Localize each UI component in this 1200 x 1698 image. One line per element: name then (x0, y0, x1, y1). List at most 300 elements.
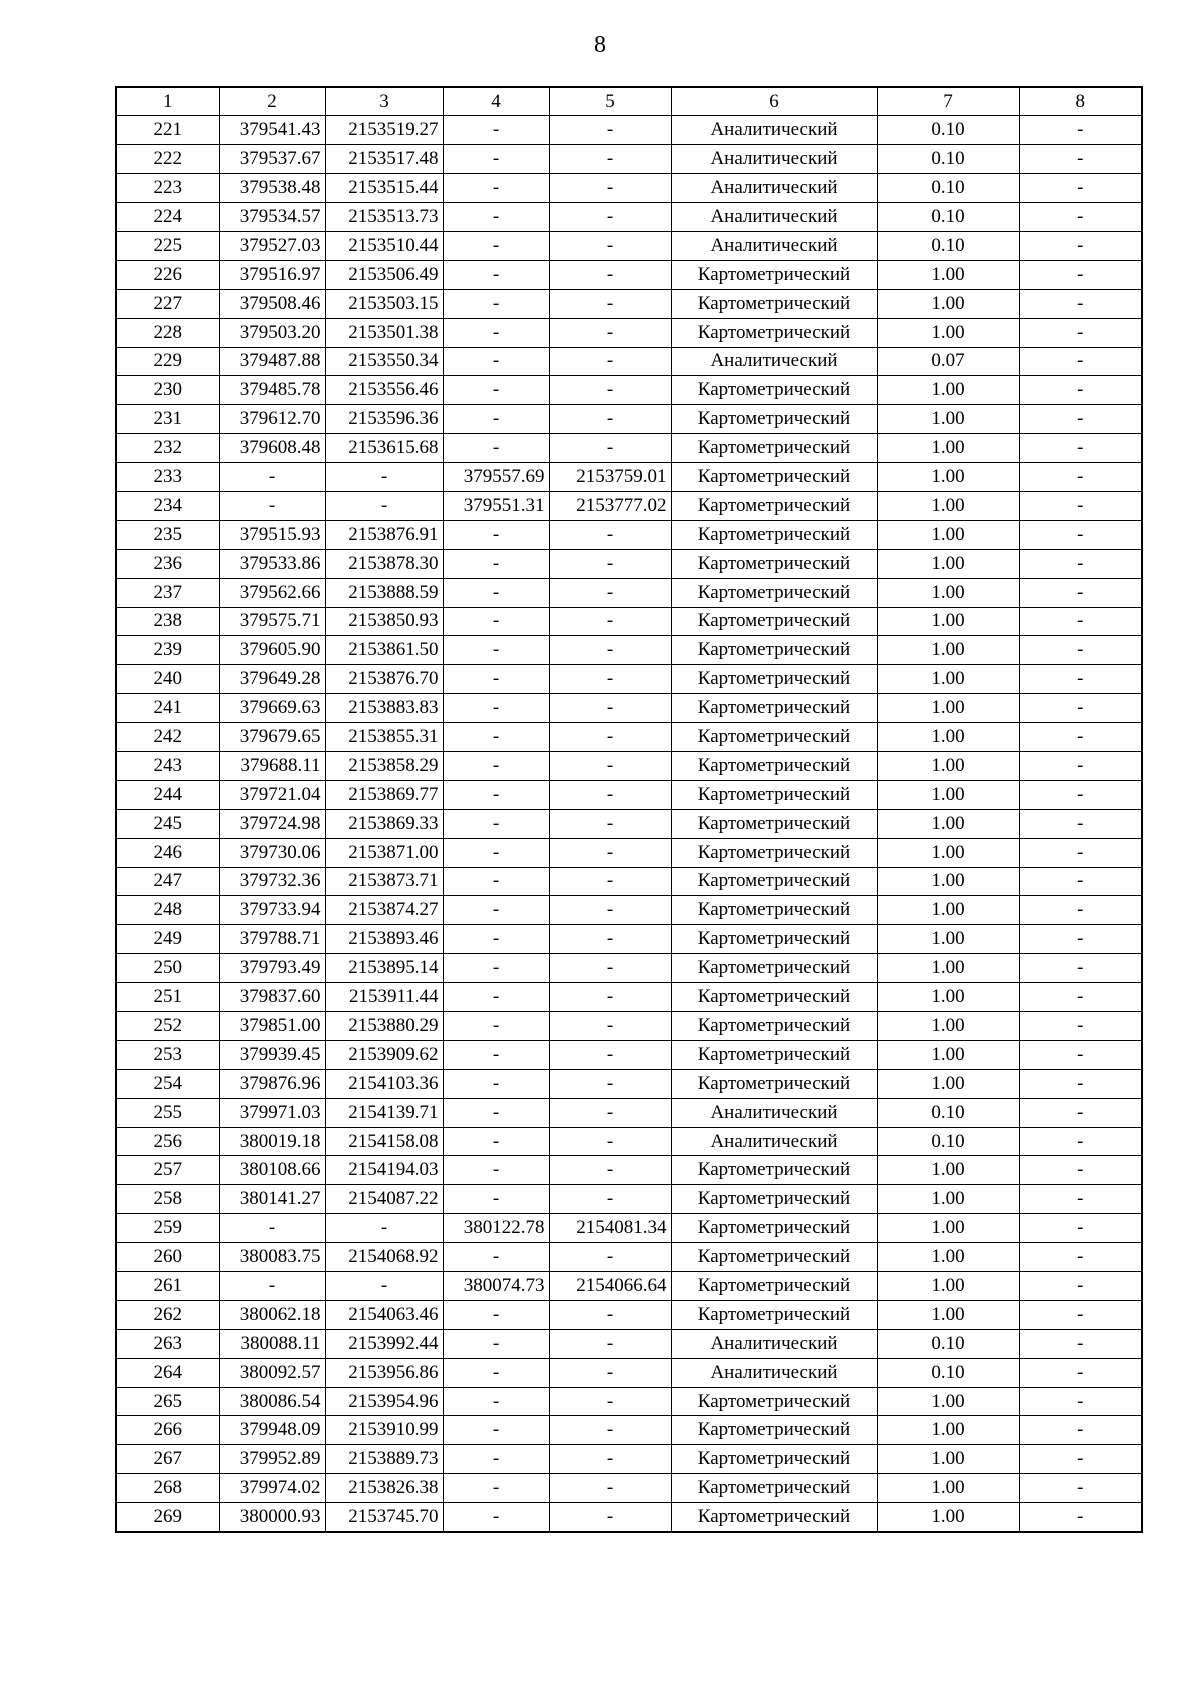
table-row (116, 1272, 1142, 1301)
cell-x-new: - (443, 1243, 549, 1272)
cell-x-new: - (443, 520, 549, 549)
cell-y-new: - (549, 838, 671, 867)
cell-point-number: 248 (116, 896, 219, 925)
cell-y-new: - (549, 1185, 671, 1214)
cell-point-number: 239 (116, 636, 219, 665)
cell-x-coordinate: 379527.03 (219, 231, 325, 260)
cell-y-coordinate: - (325, 491, 443, 520)
cell-x-new: - (443, 1329, 549, 1358)
table-row (116, 520, 1142, 549)
cell-point-number: 263 (116, 1329, 219, 1358)
cell-method: Картометрический (671, 405, 877, 434)
cell-method: Картометрический (671, 289, 877, 318)
cell-note: - (1019, 347, 1142, 376)
cell-method: Картометрический (671, 376, 877, 405)
cell-accuracy: 1.00 (877, 549, 1019, 578)
cell-x-new: - (443, 1012, 549, 1041)
cell-x-coordinate: 379541.43 (219, 116, 325, 145)
page-number: 8 (594, 32, 606, 58)
cell-note: - (1019, 809, 1142, 838)
cell-x-new: - (443, 665, 549, 694)
cell-point-number: 269 (116, 1503, 219, 1532)
table-row (116, 954, 1142, 983)
cell-accuracy: 1.00 (877, 780, 1019, 809)
cell-y-new: - (549, 376, 671, 405)
cell-point-number: 222 (116, 145, 219, 174)
cell-accuracy: 1.00 (877, 809, 1019, 838)
table-row (116, 665, 1142, 694)
cell-y-coordinate: 2153889.73 (325, 1445, 443, 1474)
cell-accuracy: 1.00 (877, 925, 1019, 954)
table-row (116, 1069, 1142, 1098)
cell-y-new: - (549, 954, 671, 983)
cell-note: - (1019, 260, 1142, 289)
table-row (116, 1416, 1142, 1445)
cell-note: - (1019, 491, 1142, 520)
cell-accuracy: 1.00 (877, 1069, 1019, 1098)
cell-x-coordinate: - (219, 463, 325, 492)
cell-accuracy: 1.00 (877, 954, 1019, 983)
cell-x-new: - (443, 1156, 549, 1185)
cell-note: - (1019, 434, 1142, 463)
cell-x-coordinate: 379688.11 (219, 751, 325, 780)
cell-x-coordinate: 379876.96 (219, 1069, 325, 1098)
cell-method: Аналитический (671, 231, 877, 260)
cell-x-new: - (443, 174, 549, 203)
table-row (116, 607, 1142, 636)
cell-y-coordinate: 2153873.71 (325, 867, 443, 896)
cell-note: - (1019, 1012, 1142, 1041)
cell-x-coordinate: 379974.02 (219, 1474, 325, 1503)
cell-x-new: - (443, 983, 549, 1012)
cell-x-new: - (443, 1127, 549, 1156)
cell-x-coordinate: 379503.20 (219, 318, 325, 347)
cell-accuracy: 0.10 (877, 203, 1019, 232)
cell-y-coordinate: 2153956.86 (325, 1358, 443, 1387)
cell-x-new: - (443, 925, 549, 954)
cell-note: - (1019, 578, 1142, 607)
cell-point-number: 221 (116, 116, 219, 145)
cell-y-new: - (549, 231, 671, 260)
table-row (116, 1445, 1142, 1474)
cell-x-coordinate: 380083.75 (219, 1243, 325, 1272)
cell-method: Картометрический (671, 1156, 877, 1185)
cell-x-new: - (443, 1445, 549, 1474)
cell-y-coordinate: 2153909.62 (325, 1040, 443, 1069)
cell-note: - (1019, 838, 1142, 867)
table-row (116, 347, 1142, 376)
cell-accuracy: 1.00 (877, 607, 1019, 636)
cell-y-new: 2153759.01 (549, 463, 671, 492)
cell-accuracy: 1.00 (877, 1156, 1019, 1185)
cell-y-new: - (549, 636, 671, 665)
table-header-row (116, 87, 1142, 116)
cell-x-coordinate: 379516.97 (219, 260, 325, 289)
cell-y-new: - (549, 607, 671, 636)
table-row (116, 405, 1142, 434)
column-header-8: 8 (1019, 87, 1142, 116)
cell-accuracy: 0.10 (877, 145, 1019, 174)
cell-x-coordinate: 380092.57 (219, 1358, 325, 1387)
table-row (116, 376, 1142, 405)
cell-note: - (1019, 1387, 1142, 1416)
cell-y-coordinate: 2153893.46 (325, 925, 443, 954)
cell-x-new: - (443, 1387, 549, 1416)
cell-method: Картометрический (671, 723, 877, 752)
cell-accuracy: 1.00 (877, 405, 1019, 434)
cell-x-new: - (443, 434, 549, 463)
cell-method: Картометрический (671, 1503, 877, 1532)
cell-y-new: - (549, 983, 671, 1012)
cell-x-new: 379557.69 (443, 463, 549, 492)
cell-point-number: 232 (116, 434, 219, 463)
cell-method: Картометрический (671, 1012, 877, 1041)
table-row (116, 1474, 1142, 1503)
cell-y-new: - (549, 347, 671, 376)
cell-point-number: 257 (116, 1156, 219, 1185)
cell-x-new: - (443, 1300, 549, 1329)
cell-note: - (1019, 723, 1142, 752)
cell-method: Аналитический (671, 116, 877, 145)
cell-x-coordinate: 380062.18 (219, 1300, 325, 1329)
table-row (116, 174, 1142, 203)
coordinates-table (115, 86, 1143, 1533)
cell-accuracy: 1.00 (877, 636, 1019, 665)
cell-x-new: - (443, 838, 549, 867)
cell-point-number: 262 (116, 1300, 219, 1329)
table-row (116, 578, 1142, 607)
cell-x-coordinate: 379612.70 (219, 405, 325, 434)
cell-point-number: 252 (116, 1012, 219, 1041)
cell-method: Аналитический (671, 1098, 877, 1127)
table-row (116, 463, 1142, 492)
cell-y-coordinate: 2153878.30 (325, 549, 443, 578)
column-header-5: 5 (549, 87, 671, 116)
cell-method: Картометрический (671, 1416, 877, 1445)
cell-y-new: - (549, 723, 671, 752)
table-row (116, 1358, 1142, 1387)
cell-x-coordinate: 379508.46 (219, 289, 325, 318)
cell-point-number: 233 (116, 463, 219, 492)
cell-y-coordinate: - (325, 1214, 443, 1243)
cell-y-new: - (549, 809, 671, 838)
cell-method: Картометрический (671, 1272, 877, 1301)
cell-note: - (1019, 780, 1142, 809)
cell-method: Картометрический (671, 896, 877, 925)
cell-y-coordinate: 2153501.38 (325, 318, 443, 347)
cell-point-number: 230 (116, 376, 219, 405)
cell-accuracy: 1.00 (877, 491, 1019, 520)
cell-y-coordinate: - (325, 1272, 443, 1301)
cell-method: Картометрический (671, 983, 877, 1012)
cell-point-number: 223 (116, 174, 219, 203)
cell-x-coordinate: 380086.54 (219, 1387, 325, 1416)
table-row (116, 838, 1142, 867)
table-body (116, 116, 1142, 1532)
cell-note: - (1019, 145, 1142, 174)
cell-point-number: 229 (116, 347, 219, 376)
column-header-3: 3 (325, 87, 443, 116)
cell-point-number: 245 (116, 809, 219, 838)
cell-accuracy: 1.00 (877, 1300, 1019, 1329)
cell-y-new: - (549, 1156, 671, 1185)
cell-x-coordinate: 379608.48 (219, 434, 325, 463)
table-row (116, 1185, 1142, 1214)
cell-method: Аналитический (671, 174, 877, 203)
cell-x-coordinate: 379534.57 (219, 203, 325, 232)
cell-method: Картометрический (671, 636, 877, 665)
cell-x-coordinate: 379851.00 (219, 1012, 325, 1041)
cell-method: Картометрический (671, 1474, 877, 1503)
cell-note: - (1019, 1156, 1142, 1185)
table-row (116, 145, 1142, 174)
cell-note: - (1019, 203, 1142, 232)
column-header-4: 4 (443, 87, 549, 116)
cell-x-coordinate: 379537.67 (219, 145, 325, 174)
cell-x-new: - (443, 318, 549, 347)
cell-y-coordinate: 2153556.46 (325, 376, 443, 405)
cell-y-coordinate: 2153954.96 (325, 1387, 443, 1416)
cell-method: Аналитический (671, 145, 877, 174)
cell-y-new: - (549, 549, 671, 578)
cell-x-new: - (443, 231, 549, 260)
cell-accuracy: 1.00 (877, 1445, 1019, 1474)
cell-method: Картометрический (671, 751, 877, 780)
cell-y-coordinate: 2153513.73 (325, 203, 443, 232)
cell-method: Картометрический (671, 1040, 877, 1069)
table-row (116, 1329, 1142, 1358)
cell-y-coordinate: 2154103.36 (325, 1069, 443, 1098)
cell-method: Картометрический (671, 867, 877, 896)
cell-y-coordinate: 2153861.50 (325, 636, 443, 665)
cell-y-new: - (549, 434, 671, 463)
cell-y-coordinate: 2153911.44 (325, 983, 443, 1012)
cell-x-new: - (443, 1474, 549, 1503)
cell-y-new: - (549, 1503, 671, 1532)
cell-accuracy: 1.00 (877, 723, 1019, 752)
cell-method: Картометрический (671, 780, 877, 809)
table-row (116, 1503, 1142, 1532)
cell-accuracy: 1.00 (877, 1474, 1019, 1503)
table-row (116, 260, 1142, 289)
cell-y-coordinate: 2153858.29 (325, 751, 443, 780)
cell-accuracy: 1.00 (877, 1416, 1019, 1445)
cell-x-new: - (443, 954, 549, 983)
cell-accuracy: 1.00 (877, 1214, 1019, 1243)
cell-x-new: - (443, 549, 549, 578)
cell-method: Картометрический (671, 954, 877, 983)
cell-accuracy: 1.00 (877, 434, 1019, 463)
cell-note: - (1019, 954, 1142, 983)
cell-point-number: 258 (116, 1185, 219, 1214)
cell-method: Картометрический (671, 809, 877, 838)
cell-y-new: - (549, 578, 671, 607)
cell-y-coordinate: 2154063.46 (325, 1300, 443, 1329)
table-row (116, 1387, 1142, 1416)
cell-x-coordinate: 379733.94 (219, 896, 325, 925)
cell-method: Аналитический (671, 1127, 877, 1156)
cell-y-coordinate: 2153888.59 (325, 578, 443, 607)
cell-accuracy: 1.00 (877, 1243, 1019, 1272)
table-row (116, 549, 1142, 578)
cell-x-coordinate: 379732.36 (219, 867, 325, 896)
cell-note: - (1019, 1098, 1142, 1127)
cell-y-new: - (549, 1358, 671, 1387)
cell-x-new: - (443, 260, 549, 289)
column-header-7: 7 (877, 87, 1019, 116)
cell-x-coordinate: 379952.89 (219, 1445, 325, 1474)
cell-note: - (1019, 405, 1142, 434)
cell-method: Картометрический (671, 694, 877, 723)
cell-note: - (1019, 1069, 1142, 1098)
cell-x-new: - (443, 1358, 549, 1387)
cell-note: - (1019, 1358, 1142, 1387)
cell-y-coordinate: - (325, 463, 443, 492)
cell-y-new: - (549, 116, 671, 145)
cell-x-new: 380074.73 (443, 1272, 549, 1301)
cell-point-number: 249 (116, 925, 219, 954)
cell-y-coordinate: 2153519.27 (325, 116, 443, 145)
cell-y-coordinate: 2153826.38 (325, 1474, 443, 1503)
cell-method: Картометрический (671, 520, 877, 549)
cell-x-coordinate: 379939.45 (219, 1040, 325, 1069)
cell-method: Аналитический (671, 1329, 877, 1358)
cell-y-coordinate: 2154158.08 (325, 1127, 443, 1156)
cell-accuracy: 1.00 (877, 896, 1019, 925)
cell-y-new: - (549, 405, 671, 434)
cell-x-coordinate: 379605.90 (219, 636, 325, 665)
cell-y-new: - (549, 260, 671, 289)
cell-y-coordinate: 2153615.68 (325, 434, 443, 463)
cell-point-number: 268 (116, 1474, 219, 1503)
cell-x-coordinate: 379837.60 (219, 983, 325, 1012)
cell-note: - (1019, 116, 1142, 145)
cell-accuracy: 1.00 (877, 376, 1019, 405)
cell-x-new: - (443, 289, 549, 318)
cell-y-coordinate: 2153503.15 (325, 289, 443, 318)
cell-x-coordinate: 379485.78 (219, 376, 325, 405)
cell-method: Аналитический (671, 1358, 877, 1387)
table-row (116, 1300, 1142, 1329)
cell-y-coordinate: 2154087.22 (325, 1185, 443, 1214)
cell-y-new: 2154081.34 (549, 1214, 671, 1243)
cell-y-new: - (549, 145, 671, 174)
cell-point-number: 251 (116, 983, 219, 1012)
cell-x-new: - (443, 867, 549, 896)
cell-y-new: - (549, 665, 671, 694)
cell-accuracy: 1.00 (877, 867, 1019, 896)
cell-y-new: - (549, 925, 671, 954)
table-row (116, 723, 1142, 752)
cell-method: Картометрический (671, 1243, 877, 1272)
cell-point-number: 264 (116, 1358, 219, 1387)
cell-x-coordinate: 379538.48 (219, 174, 325, 203)
cell-note: - (1019, 983, 1142, 1012)
cell-point-number: 243 (116, 751, 219, 780)
cell-accuracy: 1.00 (877, 289, 1019, 318)
cell-x-new: - (443, 1069, 549, 1098)
table-row (116, 318, 1142, 347)
cell-accuracy: 0.10 (877, 116, 1019, 145)
cell-y-coordinate: 2153880.29 (325, 1012, 443, 1041)
cell-accuracy: 0.10 (877, 1127, 1019, 1156)
table-row (116, 809, 1142, 838)
cell-point-number: 228 (116, 318, 219, 347)
cell-accuracy: 0.10 (877, 1358, 1019, 1387)
cell-x-coordinate: 379575.71 (219, 607, 325, 636)
cell-note: - (1019, 665, 1142, 694)
cell-method: Картометрический (671, 318, 877, 347)
cell-y-coordinate: 2153596.36 (325, 405, 443, 434)
cell-y-coordinate: 2153992.44 (325, 1329, 443, 1358)
cell-accuracy: 1.00 (877, 520, 1019, 549)
cell-x-new: - (443, 1185, 549, 1214)
cell-x-coordinate: - (219, 491, 325, 520)
cell-note: - (1019, 520, 1142, 549)
cell-y-coordinate: 2154068.92 (325, 1243, 443, 1272)
cell-point-number: 246 (116, 838, 219, 867)
cell-point-number: 227 (116, 289, 219, 318)
table-row (116, 116, 1142, 145)
cell-x-coordinate: 379679.65 (219, 723, 325, 752)
cell-point-number: 255 (116, 1098, 219, 1127)
cell-y-coordinate: 2153876.70 (325, 665, 443, 694)
cell-method: Картометрический (671, 491, 877, 520)
cell-point-number: 241 (116, 694, 219, 723)
cell-note: - (1019, 1040, 1142, 1069)
cell-y-new: - (549, 1069, 671, 1098)
cell-method: Картометрический (671, 1069, 877, 1098)
cell-point-number: 244 (116, 780, 219, 809)
cell-y-coordinate: 2153517.48 (325, 145, 443, 174)
cell-x-new: - (443, 405, 549, 434)
cell-x-new: - (443, 809, 549, 838)
cell-y-new: - (549, 289, 671, 318)
table-row (116, 1243, 1142, 1272)
cell-y-new: - (549, 174, 671, 203)
cell-y-new: - (549, 1387, 671, 1416)
cell-y-new: - (549, 1098, 671, 1127)
cell-y-new: - (549, 896, 671, 925)
table-row (116, 1098, 1142, 1127)
cell-method: Картометрический (671, 838, 877, 867)
cell-note: - (1019, 376, 1142, 405)
cell-accuracy: 1.00 (877, 318, 1019, 347)
table-row (116, 780, 1142, 809)
cell-y-new: - (549, 1329, 671, 1358)
cell-x-new: - (443, 607, 549, 636)
cell-point-number: 247 (116, 867, 219, 896)
cell-point-number: 231 (116, 405, 219, 434)
cell-point-number: 242 (116, 723, 219, 752)
cell-note: - (1019, 1445, 1142, 1474)
cell-y-coordinate: 2153871.00 (325, 838, 443, 867)
cell-accuracy: 1.00 (877, 983, 1019, 1012)
cell-point-number: 226 (116, 260, 219, 289)
column-header-2: 2 (219, 87, 325, 116)
cell-accuracy: 0.10 (877, 1098, 1019, 1127)
cell-x-new: - (443, 723, 549, 752)
cell-point-number: 266 (116, 1416, 219, 1445)
cell-y-coordinate: 2153510.44 (325, 231, 443, 260)
cell-note: - (1019, 1185, 1142, 1214)
cell-note: - (1019, 318, 1142, 347)
cell-y-coordinate: 2153550.34 (325, 347, 443, 376)
cell-y-new: - (549, 318, 671, 347)
cell-method: Картометрический (671, 1445, 877, 1474)
cell-x-new: - (443, 116, 549, 145)
table-row (116, 896, 1142, 925)
